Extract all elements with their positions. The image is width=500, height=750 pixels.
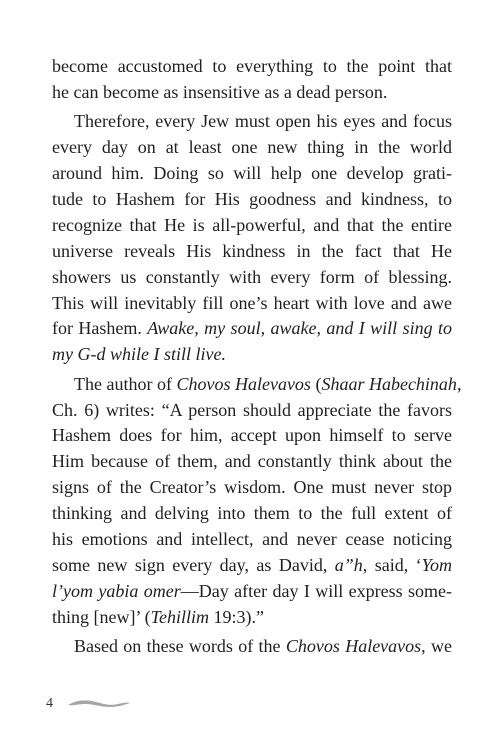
text-line: Based on these words of the Chovos Halevavos, we: [74, 636, 452, 657]
text-line: The author of Chovos Halevavos (Shaar Habechinah,: [74, 373, 462, 394]
text-line: Him because of them, and constantly think about the: [52, 451, 452, 472]
text-line: This will inevitably fill one’s heart with love and awe: [52, 292, 452, 313]
text-line: recognize that He is all-powerful, and that the entire: [52, 214, 452, 235]
text-line: every day on at least one new thing in the world: [52, 137, 452, 158]
text-line: for Hashem. Awake, my soul, awake, and I will sing to: [52, 318, 452, 339]
text-line: thinking and delving into them to the full extent of: [52, 503, 452, 524]
text-line: Hashem does for him, accept upon himself to serve: [52, 425, 452, 446]
text-line: some new sign every day, as David, a”h, said, ‘Yom: [52, 554, 453, 575]
text-line: Therefore, every Jew must open his eyes and focus: [74, 111, 452, 132]
text-line: become accustomed to everything to the point that: [52, 56, 452, 76]
text-line: thing [new]’ (Tehillim 19:3).”: [52, 606, 264, 627]
text-line: l’yom yabia omer—Day after day I will express some-: [52, 580, 452, 601]
text-line: Ch. 6) writes: “A person should appreciate the favors: [52, 399, 452, 420]
text-line: my G-d while I still live.: [52, 344, 226, 365]
text-line: around him. Doing so will help one develop grati-: [52, 163, 452, 184]
body-text: [52, 54, 462, 660]
text-line: universe reveals His kindness in the fact that He: [52, 240, 452, 261]
page-footer: [46, 694, 132, 714]
swash-ornament-icon: [66, 694, 132, 715]
page-number: 4: [46, 696, 53, 711]
text-line: he can become as insensitive as a dead person.: [52, 81, 388, 102]
text-line: tude to Hashem for His goodness and kindness, to: [52, 188, 452, 209]
text-line: signs of the Creator’s wisdom. One must never stop: [52, 477, 452, 498]
text-line: showers us constantly with every form of blessing.: [52, 266, 452, 287]
text-line: his emotions and intellect, and never cease noticing: [52, 529, 452, 550]
